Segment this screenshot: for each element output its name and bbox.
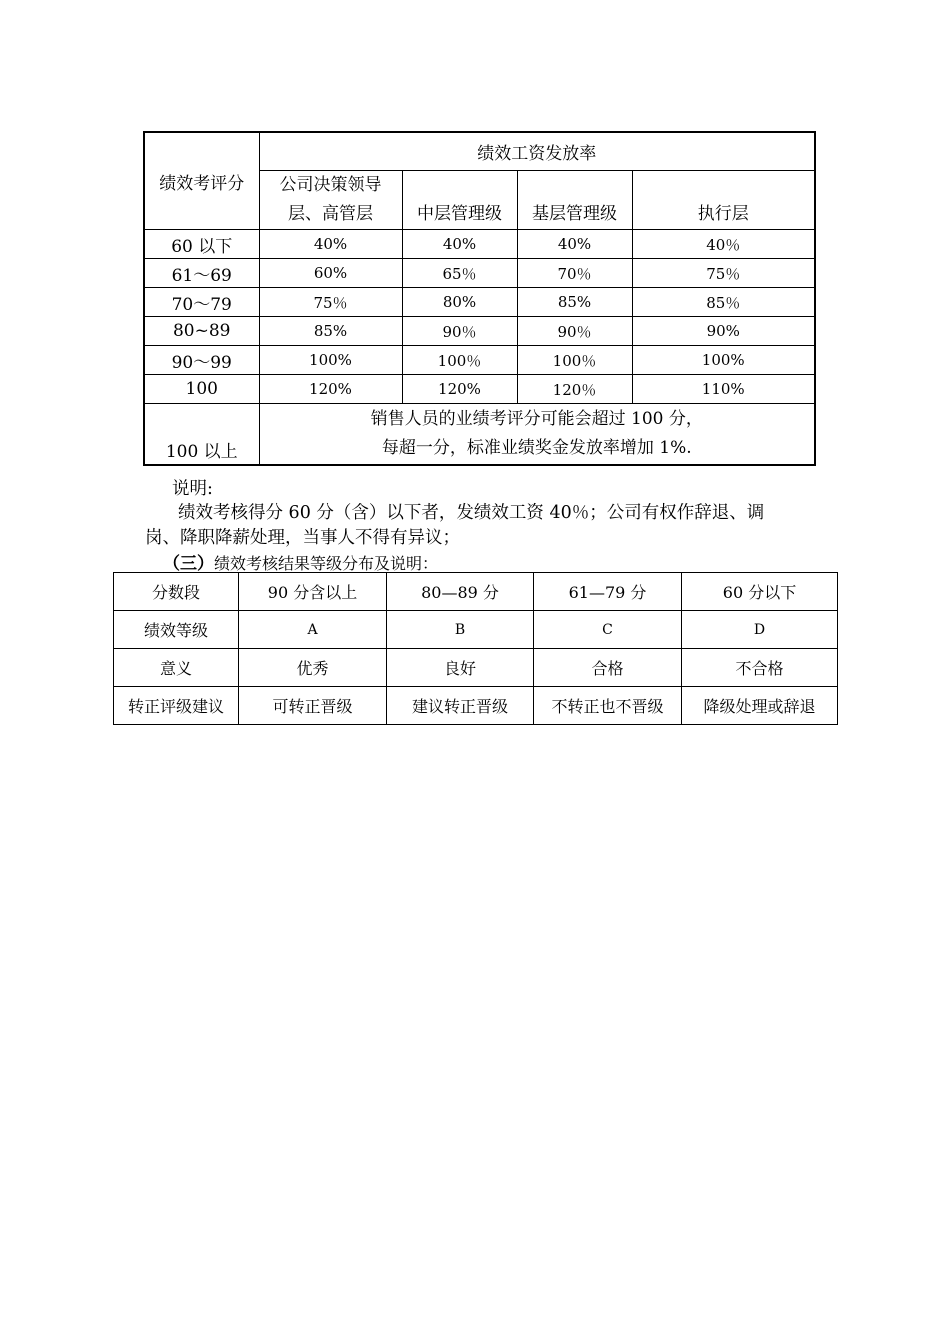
table-cell: B: [387, 611, 534, 649]
row-header: 绩效等级: [114, 611, 239, 649]
rate-cell: 90％: [517, 317, 632, 346]
section-heading: [163, 549, 438, 574]
section-title-text: 绩效考核结果等级分布及说明：: [214, 554, 439, 573]
rate-cell: 110%: [632, 375, 815, 404]
score-cell: 60 以下: [144, 230, 259, 259]
table-row: [144, 288, 815, 317]
table-row: [144, 259, 815, 288]
table-row: [144, 404, 815, 466]
rate-cell: 60%: [259, 259, 402, 288]
table-cell: D: [682, 611, 838, 649]
table-cell: 合格: [534, 649, 682, 687]
table-row: [144, 375, 815, 404]
score-cell: 80~89: [144, 317, 259, 346]
table-cell: 可转正晋级: [239, 687, 387, 725]
score-header: 绩效考评分: [144, 132, 259, 230]
rate-cell: 100%: [632, 346, 815, 375]
rate-cell: 40%: [517, 230, 632, 259]
rate-cell: 80%: [402, 288, 517, 317]
rate-cell: 100％: [517, 346, 632, 375]
table-row: [114, 649, 838, 687]
row-header: 意义: [114, 649, 239, 687]
rate-cell: 85%: [259, 317, 402, 346]
rate-cell: 40%: [259, 230, 402, 259]
section-number: （三）: [163, 554, 214, 574]
score-cell: 90～99: [144, 346, 259, 375]
table-cell: 不转正也不晋级: [534, 687, 682, 725]
pay-rate-table: [143, 131, 816, 466]
row-header: 转正评级建议: [114, 687, 239, 725]
table-cell: 80—89 分: [387, 573, 534, 611]
rate-cell: 75％: [632, 259, 815, 288]
rate-cell: 65％: [402, 259, 517, 288]
table-cell: 61—79 分: [534, 573, 682, 611]
table-cell: 良好: [387, 649, 534, 687]
rate-cell: 120％: [517, 375, 632, 404]
table-cell: 降级处理或辞退: [682, 687, 838, 725]
table-cell: 优秀: [239, 649, 387, 687]
table-cell: A: [239, 611, 387, 649]
table-row: [144, 346, 815, 375]
table-cell: 90 分含以上: [239, 573, 387, 611]
table-cell: 60 分以下: [682, 573, 838, 611]
table-cell: 建议转正晋级: [387, 687, 534, 725]
rate-cell: 120%: [402, 375, 517, 404]
column-header-middle: 中层管理级: [402, 171, 517, 230]
sales-note-cell: [259, 404, 815, 466]
rate-cell: 100％: [402, 346, 517, 375]
rate-cell: 120%: [259, 375, 402, 404]
table-cell: 不合格: [682, 649, 838, 687]
rate-cell: 40%: [402, 230, 517, 259]
table-row: [114, 611, 838, 649]
rate-cell: 100%: [259, 346, 402, 375]
score-cell: 100 以上: [144, 404, 259, 466]
rate-cell: 40％: [632, 230, 815, 259]
score-cell: 70～79: [144, 288, 259, 317]
rate-cell: 85％: [632, 288, 815, 317]
note-paragraph-continued: 岗、降职降薪处理，当事人不得有异议；: [145, 528, 460, 548]
rate-cell: 90％: [402, 317, 517, 346]
grade-table: [113, 572, 838, 725]
score-cell: 100: [144, 375, 259, 404]
score-cell: 61～69: [144, 259, 259, 288]
rate-cell: 75％: [259, 288, 402, 317]
table-row: [114, 687, 838, 725]
table-cell: C: [534, 611, 682, 649]
note-paragraph: 绩效考核得分 60 分（含）以下者，发绩效工资 40％；公司有权作辞退、调: [178, 503, 765, 523]
table-row: [144, 230, 815, 259]
column-header-staff: 执行层: [632, 171, 815, 230]
row-header: 分数段: [114, 573, 239, 611]
table-row: [114, 573, 838, 611]
rate-cell: 70％: [517, 259, 632, 288]
sales-note-line: 每超一分，标准业绩奖金发放率增加 1%.: [381, 438, 692, 458]
rate-cell: 85%: [517, 288, 632, 317]
column-header-base: 基层管理级: [517, 171, 632, 230]
rate-header: 绩效工资发放率: [259, 132, 815, 171]
sales-note-line: 销售人员的业绩考评分可能会超过 100 分，: [370, 409, 703, 429]
rate-cell: 90%: [632, 317, 815, 346]
table-row: [144, 317, 815, 346]
note-label: 说明:: [172, 479, 213, 499]
column-header-executive: 公司决策领导 层、高管层: [259, 171, 402, 230]
